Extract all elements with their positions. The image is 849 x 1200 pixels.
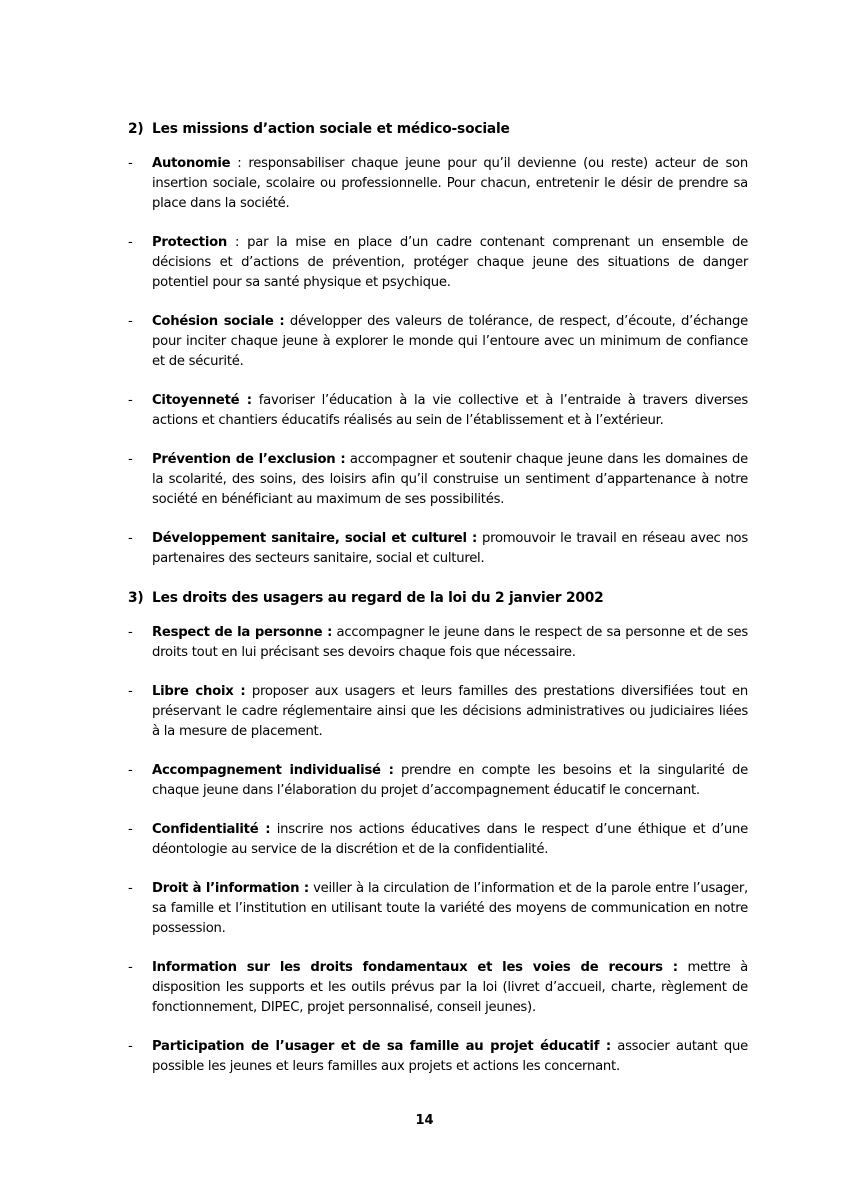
- bullet-dash: -: [128, 235, 133, 250]
- item-text: accompagner et soutenir chaque jeune dans les domaines de la scolarité, des soins, des loisirs afin qu’il construise un sentiment d’appartenance à notre société en bénéficiant au maximum de ses possibilités.: [152, 452, 748, 507]
- list-item: [128, 820, 748, 860]
- item-text: veiller à la circulation de l’information et de la parole entre l’usager, sa famille et l’institution en utilisant toute la variété des moyens de communication en notre possession.: [152, 881, 748, 936]
- item-term: Respect de la personne :: [152, 625, 333, 640]
- item-text: développer des valeurs de tolérance, de respect, d’écoute, d’échange pour inciter chaque jeune à explorer le monde qui l’entoure avec un minimum de confiance et de sécurité.: [152, 314, 748, 369]
- item-term: Participation de l’usager et de sa famille au projet éducatif :: [152, 1039, 611, 1054]
- item-body: [152, 623, 748, 663]
- bullet-dash: -: [128, 531, 133, 546]
- item-term: Confidentialité :: [152, 822, 271, 837]
- list-item: [128, 623, 748, 663]
- item-term: Citoyenneté :: [152, 393, 252, 408]
- item-body: [152, 820, 748, 860]
- bullet-dash: -: [128, 822, 133, 837]
- list-item: [128, 233, 748, 293]
- item-term: Autonomie: [152, 156, 231, 171]
- section-title: Les droits des usagers au regard de la loi du 2 janvier 2002: [152, 590, 604, 606]
- item-text: : par la mise en place d’un cadre contenant comprenant un ensemble de décisions et d’actions de prévention, protéger chaque jeune des situations de danger potentiel pour sa santé physique et psychique.: [152, 235, 748, 290]
- item-text: accompagner le jeune dans le respect de sa personne et de ses droits tout en lui précisant ses devoirs chaque fois que nécessaire.: [152, 625, 748, 660]
- item-body: [152, 958, 748, 1018]
- bullet-dash: -: [128, 763, 133, 778]
- item-body: [152, 682, 748, 742]
- list-item: [128, 529, 748, 569]
- item-text: favoriser l’éducation à la vie collective et à l’entraide à travers diverses actions et chantiers éducatifs réalisés au sein de l’établissement et à l’extérieur.: [152, 393, 749, 428]
- item-term: Information sur les droits fondamentaux et les voies de recours :: [152, 960, 678, 975]
- bullet-dash: -: [128, 393, 133, 408]
- list-item: [128, 154, 748, 214]
- item-body: [152, 312, 748, 372]
- list-item: [128, 879, 748, 939]
- section-heading: [128, 588, 748, 608]
- item-body: [152, 450, 748, 510]
- item-text: mettre à disposition les supports et les outils prévus par la loi (livret d’accueil, charte, règlement de fonctionnement, DIPEC, projet personnalisé, conseil jeunes).: [152, 960, 749, 1015]
- item-body: [152, 154, 748, 214]
- section-number: 3): [128, 590, 144, 606]
- item-body: [152, 1037, 748, 1077]
- list-item: [128, 312, 748, 372]
- item-text: : responsabiliser chaque jeune pour qu’il devienne (ou reste) acteur de son insertion sociale, scolaire ou professionnelle. Pour chacun, entretenir le désir de prendre sa place dans la société.: [152, 156, 748, 211]
- bullet-dash: -: [128, 881, 133, 896]
- item-text: associer autant que possible les jeunes et leurs familles aux projets et actions les concernant.: [152, 1039, 749, 1074]
- section-heading: [128, 119, 748, 139]
- list-item: [128, 958, 748, 1018]
- list-item: [128, 682, 748, 742]
- bullet-dash: -: [128, 156, 133, 171]
- bullet-dash: -: [128, 960, 133, 975]
- item-text: proposer aux usagers et leurs familles des prestations diversifiées tout en préservant le cadre réglementaire ainsi que les décisions administratives ou judiciaires liées à la mesure de placement.: [152, 684, 748, 739]
- item-term: Protection: [152, 235, 228, 250]
- item-text: promouvoir le travail en réseau avec nos partenaires des secteurs sanitaire, social et culturel.: [152, 531, 748, 566]
- item-text: prendre en compte les besoins et la singularité de chaque jeune dans l’élaboration du projet d’accompagnement éducatif le concernant.: [152, 763, 749, 798]
- item-text: inscrire nos actions éducatives dans le respect d’une éthique et d’une déontologie au service de la discrétion et de la confidentialité.: [152, 822, 748, 857]
- list-item: [128, 391, 748, 431]
- list-item: [128, 1037, 748, 1077]
- section-number: 2): [128, 121, 144, 137]
- item-term: Droit à l’information :: [152, 881, 309, 896]
- item-term: Cohésion sociale :: [152, 314, 285, 329]
- item-term: Accompagnement individualisé :: [152, 763, 394, 778]
- item-body: [152, 761, 748, 801]
- item-term: Libre choix :: [152, 684, 246, 699]
- bullet-dash: -: [128, 314, 133, 329]
- item-body: [152, 879, 748, 939]
- list-item: [128, 761, 748, 801]
- page-content: [128, 119, 748, 1096]
- bullet-dash: -: [128, 625, 133, 640]
- item-body: [152, 391, 748, 431]
- list-item: [128, 450, 748, 510]
- item-body: [152, 233, 748, 293]
- bullet-dash: -: [128, 1039, 133, 1054]
- item-term: Développement sanitaire, social et culturel :: [152, 531, 478, 546]
- bullet-dash: -: [128, 684, 133, 699]
- bullet-dash: -: [128, 452, 133, 467]
- item-term: Prévention de l’exclusion :: [152, 452, 346, 467]
- section-title: Les missions d’action sociale et médico-sociale: [152, 121, 510, 137]
- page-number: 14: [415, 1113, 434, 1128]
- item-body: [152, 529, 748, 569]
